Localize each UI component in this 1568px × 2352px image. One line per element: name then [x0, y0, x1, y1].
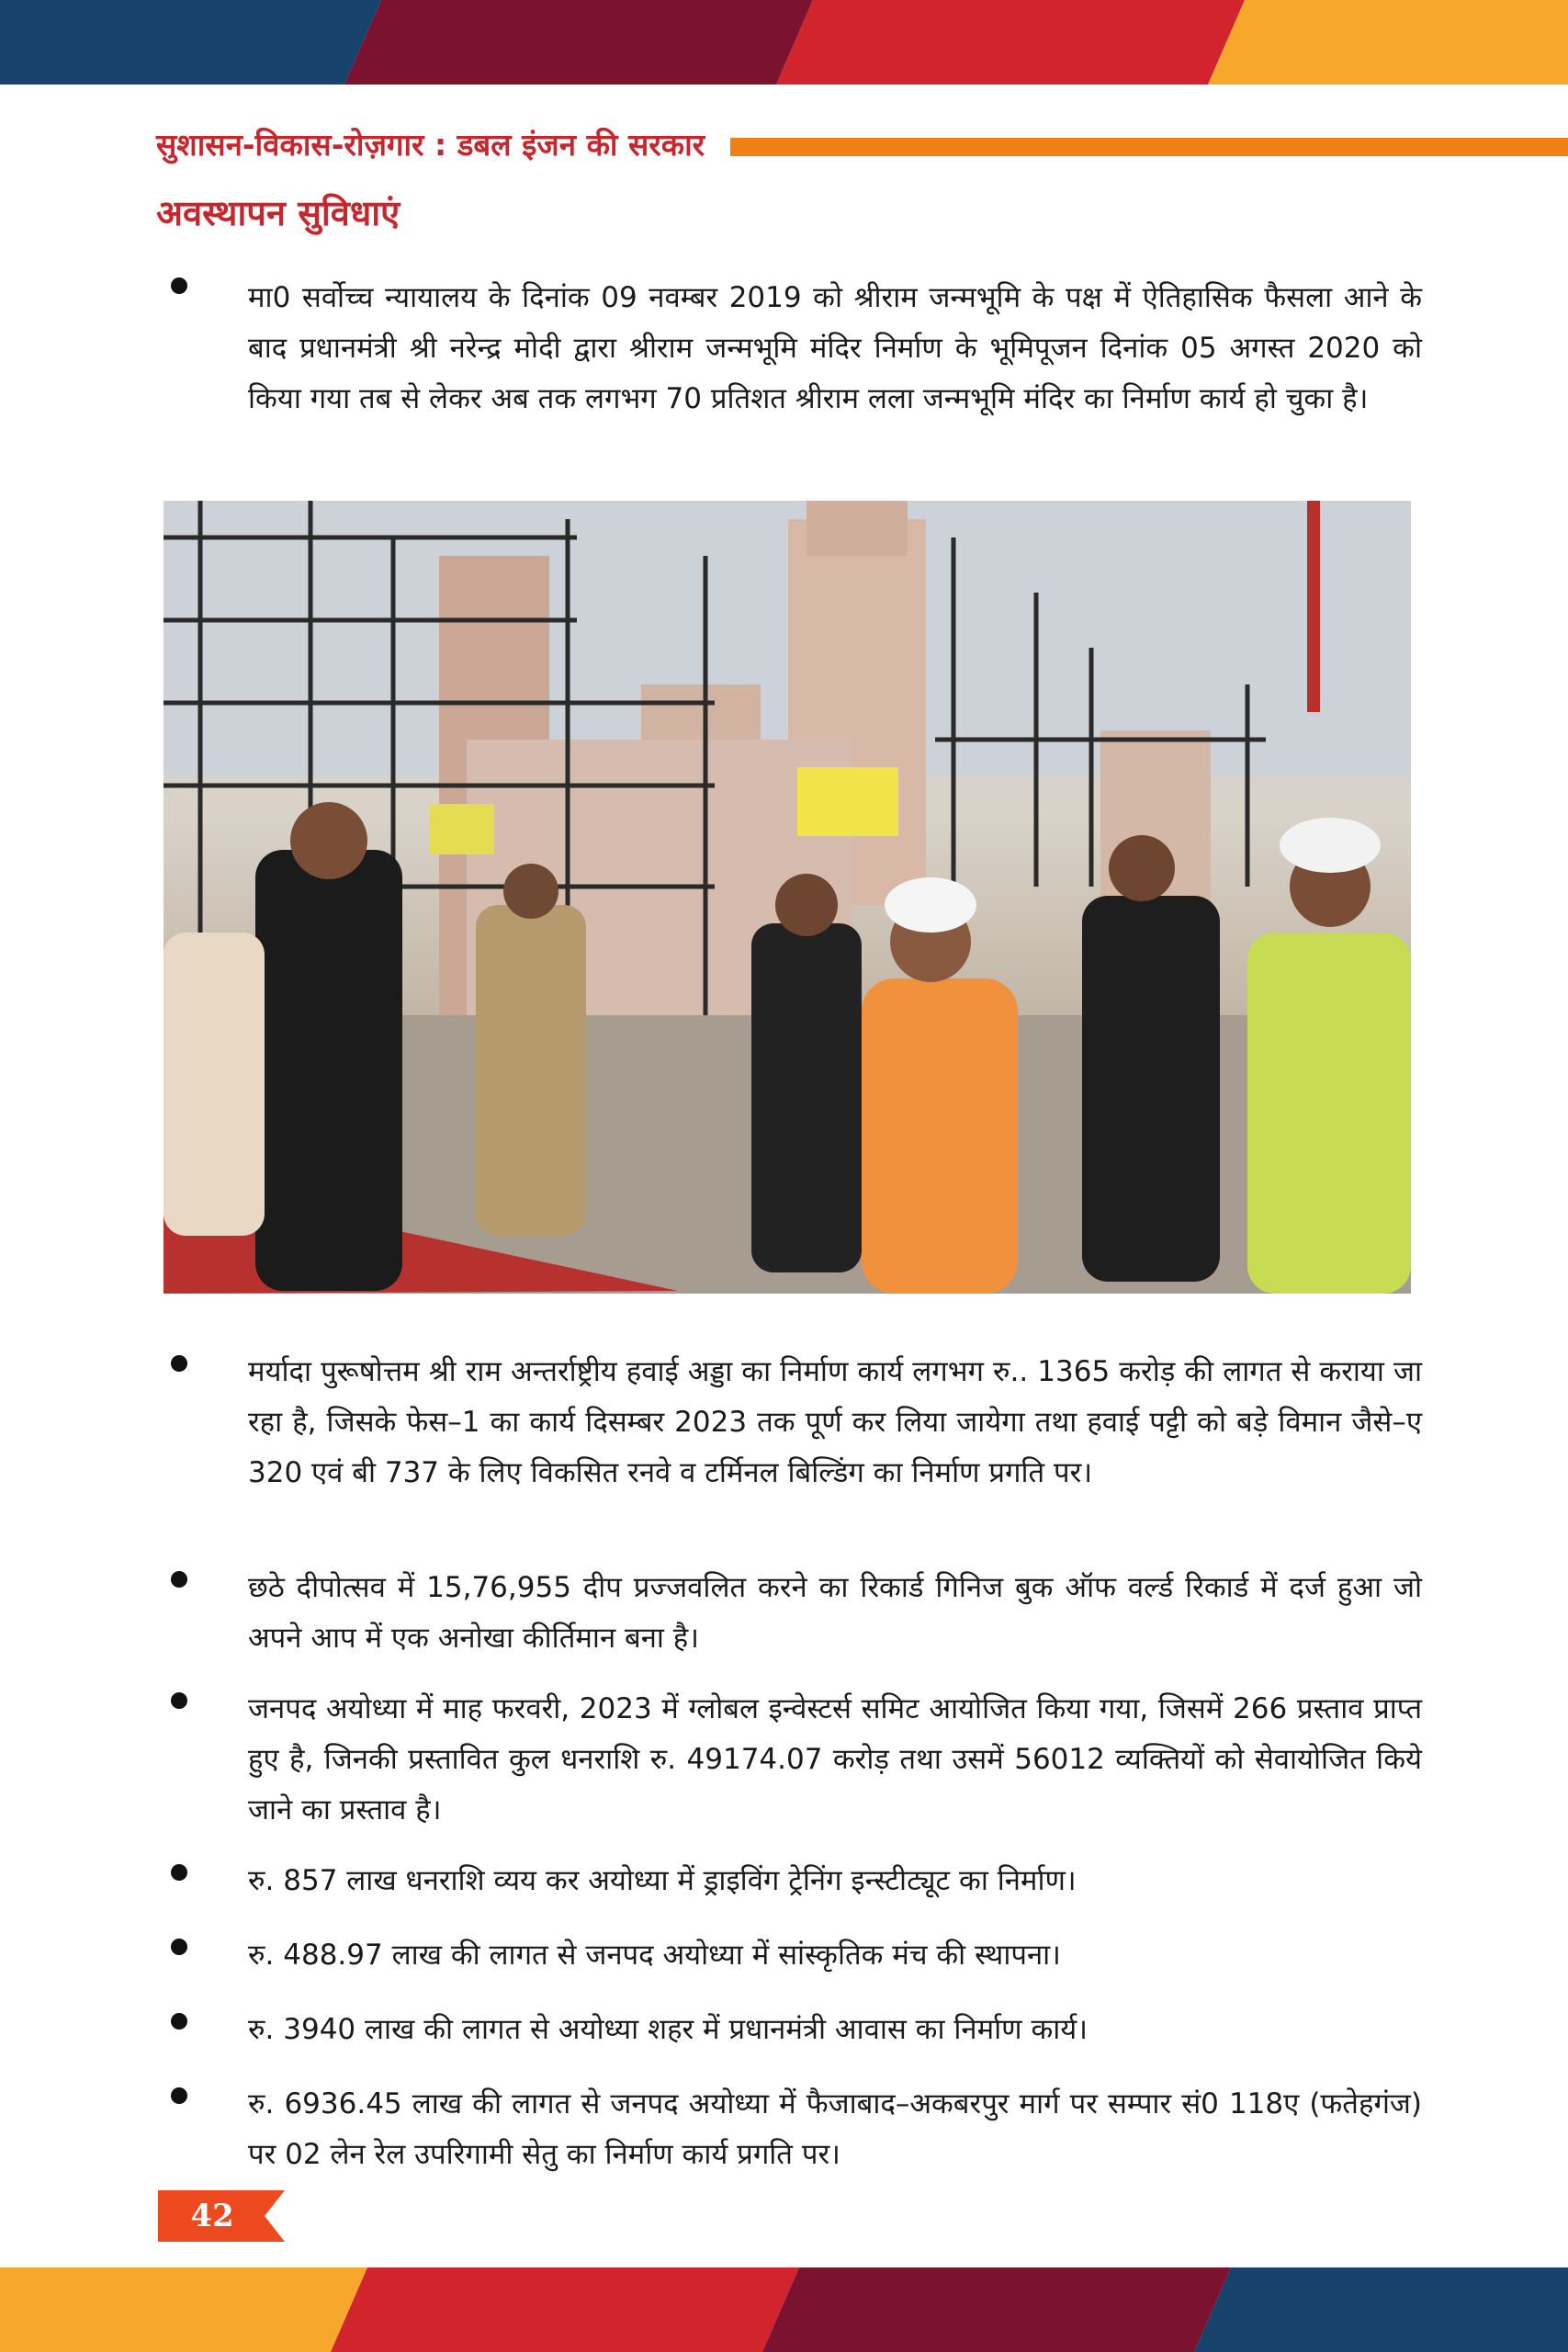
paragraph-8: रु. 6936.45 लाख की लागत से जनपद अयोध्या में फैजाबाद–अकबरपुर मार्ग पर सम्पार सं0 118ए (फतेहगंज) पर 02 लेन रेल उपरिगामी सेतु का निर्माण कार्य प्रगति पर।: [248, 2087, 1422, 2171]
running-header-title: सुशासन-विकास-रोज़गार : डबल इंजन की सरकार: [156, 127, 705, 163]
page-number-tab: [158, 2190, 285, 2242]
running-header: [156, 127, 1415, 164]
paragraph-1: मा0 सर्वोच्च न्यायालय के दिनांक 09 नवम्बर 2019 को श्रीराम जन्मभूमि के पक्ष में ऐतिहासिक फैसला आने के बाद प्रधानमंत्री श्री नरेन्द्र मोदी द्वारा श्रीराम जन्मभूमि मंदिर निर्माण के भूमिपूजन दिनांक 05 अगस्त 2020 को किया गया तब से लेकर अब तक लगभग 70 प्रतिशत श्रीराम लला जन्मभूमि मंदिर का निर्माण कार्य हो चुका है।: [248, 281, 1422, 415]
paragraph-6: रु. 488.97 लाख की लागत से जनपद अयोध्या में सांस्कृतिक मंच की स्थापना।: [248, 1939, 1061, 1972]
temple-construction-photo: [164, 501, 1411, 1294]
section-title: अवस्थापन सुविधाएं: [156, 193, 400, 233]
bullet-icon: [171, 1939, 187, 1955]
header-accent-bar: [730, 138, 1568, 156]
paragraph-2: मर्यादा पुरूषोत्तम श्री राम अन्तर्राष्ट्रीय हवाई अड्डा का निर्माण कार्य लगभग रु.. 1365 करोड़ की लागत से कराया जा रहा है, जिसके फेस–1 का कार्य दिसम्बर 2023 तक पूर्ण कर लिया जायेगा तथा हवाई पट्टी को बड़े विमान जैसे–ए 320 एवं बी 737 के लिए विकसित रनवे व टर्मिनल बिल्डिंग का निर्माण प्रगति पर।: [248, 1355, 1422, 1489]
bullet-icon: [171, 1571, 187, 1588]
paragraph-4: जनपद अयोध्या में माह फरवरी, 2023 में ग्लोबल इन्वेस्टर्स समिट आयोजित किया गया, जिसमें 266 प्रस्ताव प्राप्त हुए है, जिनकी प्रस्तावित कुल धनराशि रु. 49174.07 करोड़ तथा उसमें 56012 व्यक्तियों को सेवायोजित किये जाने का प्रस्ताव है।: [248, 1692, 1422, 1826]
paragraph-5: रु. 857 लाख धनराशि व्यय कर अयोध्या में ड्राइविंग ट्रेनिंग इन्स्टीट्यूट का निर्माण।: [248, 1864, 1077, 1897]
paragraph-7: रु. 3940 लाख की लागत से अयोध्या शहर में प्रधानमंत्री आवास का निर्माण कार्य।: [248, 2013, 1089, 2046]
bullet-icon: [171, 1692, 187, 1709]
bullet-icon: [171, 1864, 187, 1881]
bullet-icon: [171, 1355, 187, 1372]
bullet-icon: [171, 2013, 187, 2030]
paragraph-3: छठे दीपोत्सव में 15,76,955 दीप प्रज्जवलित करने का रिकार्ड गिनिज बुक ऑफ वर्ल्ड रिकार्ड में दर्ज हुआ जो अपने आप में एक अनोखा कीर्तिमान बना है।: [248, 1571, 1422, 1655]
bottom-decorative-band: [0, 2267, 1568, 2352]
bullet-icon: [171, 277, 187, 294]
page-number: 42: [190, 2198, 234, 2234]
top-decorative-band: [0, 0, 1568, 85]
bullet-icon: [171, 2087, 187, 2104]
